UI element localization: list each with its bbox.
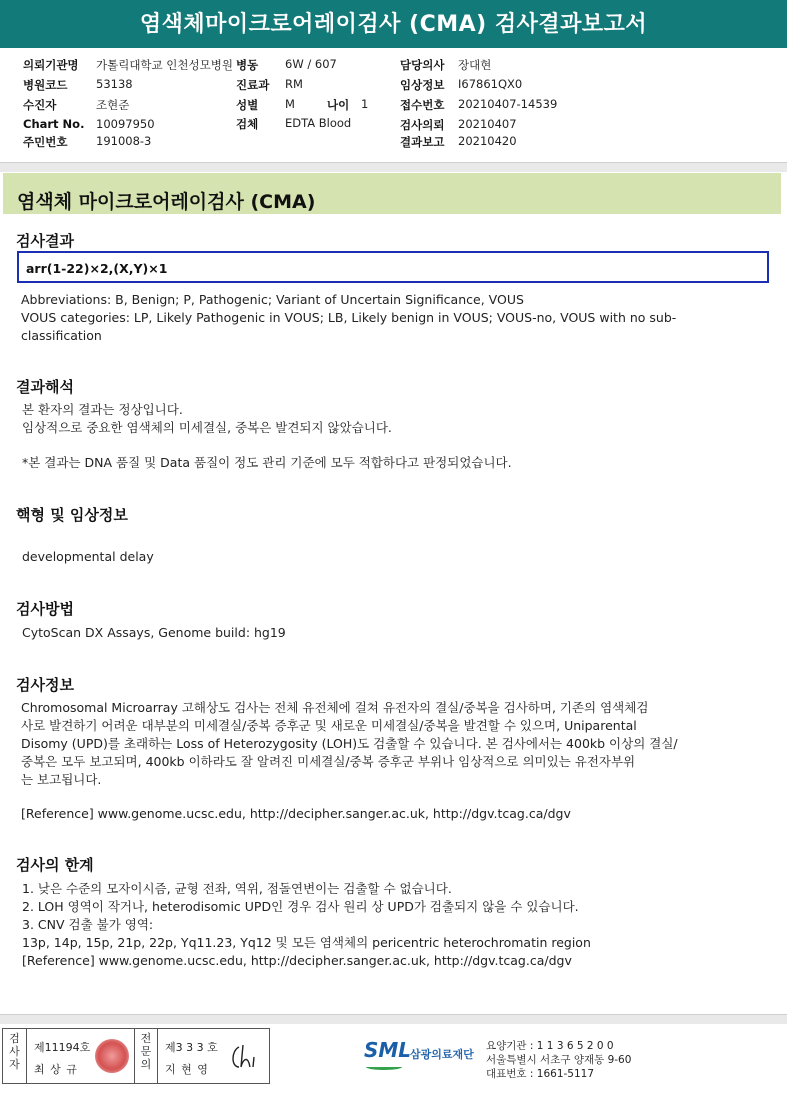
label-clinical-info: 임상정보 <box>400 78 445 92</box>
test-info-line-2: 사로 발견하기 어려운 대부분의 미세결실/중복 증후군 및 새로운 미세결실/중복을 발견할 수 있으며, Uniparental <box>21 718 637 733</box>
interpretation-heading: 결과해석 <box>16 378 74 396</box>
examiner-label: 검사자 <box>9 1032 20 1071</box>
limits-reference: [Reference] www.genome.ucsc.edu, http://decipher.sanger.ac.uk, http://dgv.tcag.ca/dgv <box>22 953 572 968</box>
method-heading: 검사방법 <box>16 600 74 618</box>
footer-divider-band <box>0 1014 787 1024</box>
examiner-label-column <box>3 1029 27 1083</box>
test-info-line-4: 중복은 모두 보고되며, 400kb 이하라도 잘 알려진 미세결실/중복 증후군 부위나 임상적으로 의미있는 유전자부위 <box>21 754 636 769</box>
institution-details <box>486 1039 631 1081</box>
interpretation-line-2: 임상적으로 중요한 염색체의 미세결실, 중복은 발견되지 않았습니다. <box>22 420 392 435</box>
limits-line-1: 1. 낮은 수준의 모자이시즘, 균형 전좌, 역위, 점돌연변이는 검출할 수 없습니다. <box>22 881 452 896</box>
label-requesting-institution: 의뢰기관명 <box>23 58 79 72</box>
institution-code: 요양기관 : 1 1 3 6 5 2 0 0 <box>486 1040 614 1052</box>
label-hospital-code: 병원코드 <box>23 78 68 92</box>
logo-mark: SML <box>364 1038 412 1062</box>
label-sex: 성별 <box>236 98 259 112</box>
value-department: RM <box>285 77 303 91</box>
value-specimen: EDTA Blood <box>285 116 352 130</box>
abbreviations-line-1: Abbreviations: B, Benign; P, Pathogenic; Variant of Uncertain Significance, VOUS <box>21 292 524 307</box>
value-hospital-code: 53138 <box>96 77 133 91</box>
value-age: 1 <box>361 97 369 111</box>
value-ward: 6W / 607 <box>285 57 337 71</box>
interpretation-note: *본 결과는 DNA 품질 및 Data 품질이 정도 관리 기준에 모두 적합하다고 판정되었습니다. <box>22 455 512 470</box>
institution-phone: 대표번호 : 1661-5117 <box>486 1068 595 1080</box>
handwritten-signature <box>227 1037 263 1073</box>
label-report-date: 결과보고 <box>400 135 445 149</box>
value-accession-number: 20210407-14539 <box>458 97 558 111</box>
test-info-line-1: Chromosomal Microarray 고해상도 검사는 전체 유전체에 걸쳐 유전자의 결실/중복을 검사하며, 기존의 염색체검 <box>21 700 649 715</box>
official-seal-stamp <box>95 1039 129 1073</box>
value-sex: M <box>285 97 295 111</box>
examiner-license-no: 제11194호 <box>34 1041 91 1054</box>
result-box <box>17 251 769 283</box>
test-info-line-5: 는 보고됩니다. <box>21 772 102 787</box>
clinical-info-text: developmental delay <box>22 549 154 564</box>
test-info-reference: [Reference] www.genome.ucsc.edu, http://decipher.sanger.ac.uk, http://dgv.tcag.ca/dgv <box>21 806 571 821</box>
abbreviations-line-2: VOUS categories: LP, Likely Pathogenic in VOUS; LB, Likely benign in VOUS; VOUS-no, VOUS with no sub- <box>21 310 677 325</box>
label-chart-no: Chart No. <box>23 117 85 131</box>
label-department: 진료과 <box>236 78 270 92</box>
result-heading: 검사결과 <box>16 232 74 250</box>
institution-logo <box>364 1036 484 1080</box>
method-text: CytoScan DX Assays, Genome build: hg19 <box>22 625 286 640</box>
value-patient: 조현준 <box>96 98 130 112</box>
section-title: 염색체 마이크로어레이검사 (CMA) <box>17 191 316 213</box>
label-patient: 수진자 <box>23 98 57 112</box>
limits-line-2: 2. LOH 영역이 작거나, heterodisomic UPD인 경우 검사 원리 상 UPD가 검출되지 않을 수 있습니다. <box>22 899 579 914</box>
value-chart-no: 10097950 <box>96 117 155 131</box>
test-info-heading: 검사정보 <box>16 676 74 694</box>
institution-name: 삼광의료재단 <box>410 1048 474 1061</box>
label-accession-number: 접수번호 <box>400 98 445 112</box>
specialist-label: 전문의 <box>140 1032 152 1071</box>
specialist-name: 지 현 영 <box>165 1063 209 1076</box>
test-info-line-3: Disomy (UPD)를 초래하는 Loss of Heterozygosity (LOH)도 검출할 수 있습니다. 본 검사에서는 400kb 이상의 결실/ <box>21 736 678 751</box>
karyotype-result: arr(1-22)×2,(X,Y)×1 <box>26 261 168 276</box>
report-title: 염색체마이크로어레이검사 (CMA) 검사결과보고서 <box>0 0 787 48</box>
interpretation-line-1: 본 환자의 결과는 정상입니다. <box>22 402 183 417</box>
label-resident-number: 주민번호 <box>23 135 68 149</box>
label-physician: 담당의사 <box>400 58 445 72</box>
label-ward: 병동 <box>236 58 259 72</box>
specialist-license-no: 제3 3 3 호 <box>165 1041 218 1054</box>
limits-line-3: 3. CNV 검출 불가 영역: <box>22 917 154 932</box>
value-report-date: 20210420 <box>458 134 517 148</box>
clinical-heading: 핵형 및 임상정보 <box>16 506 128 524</box>
logo-swoosh <box>366 1064 402 1070</box>
signature-block <box>2 1028 270 1084</box>
institution-address: 서울특별시 서초구 양재동 9-60 <box>486 1054 632 1066</box>
value-request-date: 20210407 <box>458 117 517 131</box>
value-requesting-institution: 가톨릭대학교 인천성모병원 <box>96 58 233 72</box>
value-physician: 장대현 <box>458 58 492 72</box>
label-request-date: 검사의뢰 <box>400 118 445 132</box>
label-age: 나이 <box>327 98 350 112</box>
label-specimen: 검체 <box>236 117 259 131</box>
abbreviations-line-3: classification <box>21 328 102 343</box>
divider-band <box>0 162 787 172</box>
limits-heading: 검사의 한계 <box>16 856 94 874</box>
value-resident-number: 191008-3 <box>96 134 152 148</box>
patient-info-table <box>0 50 787 162</box>
limits-line-4: 13p, 14p, 15p, 21p, 22p, Yq11.23, Yq12 및 모든 염색체의 pericentric heterochromatin region <box>22 935 591 950</box>
specialist-label-column <box>134 1029 158 1083</box>
section-title-bar <box>3 173 781 214</box>
examiner-name: 최 상 규 <box>34 1063 78 1076</box>
value-clinical-info: I67861QX0 <box>458 77 523 91</box>
